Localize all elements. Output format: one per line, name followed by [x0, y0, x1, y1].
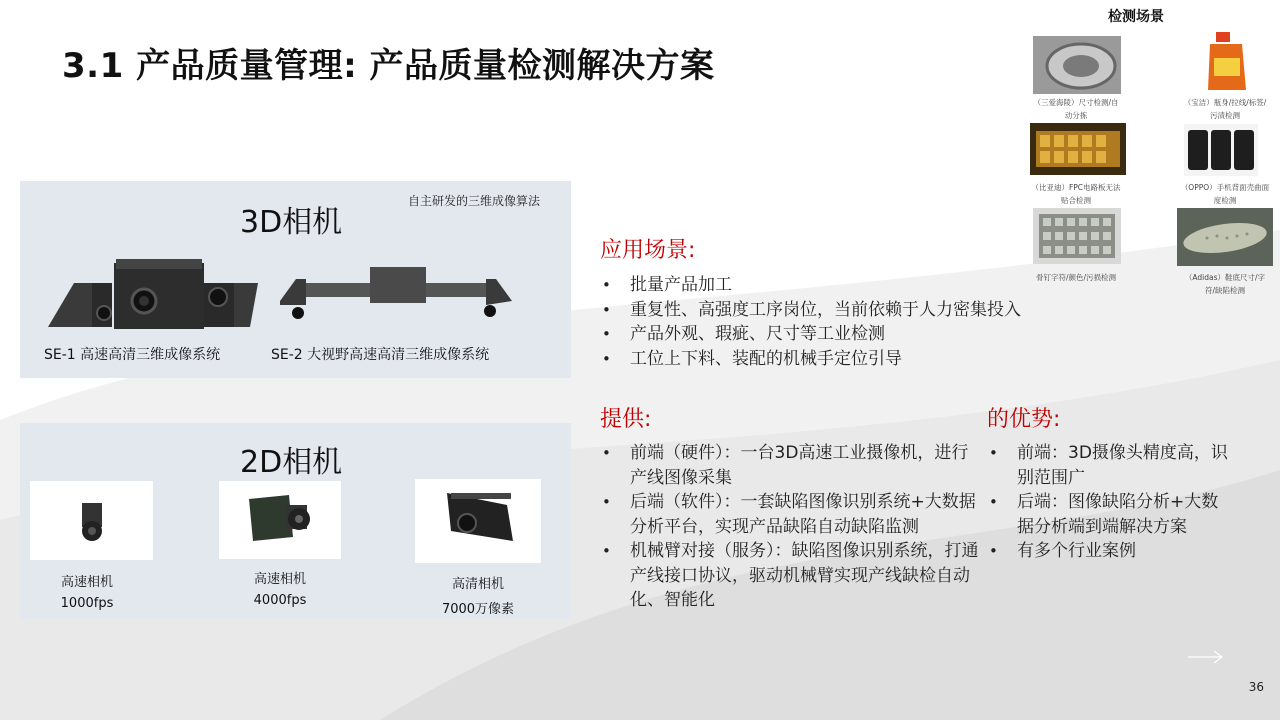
list-item: • 机械臂对接（服务）：缺陷图像识别系统，打通产线接口协议，驱动机械臂实现产线缺检自动化、智能化	[600, 539, 980, 613]
list-item: • 有多个行业案例	[987, 539, 1232, 564]
camera-2d-image-2	[219, 481, 341, 559]
camera-2d-image-3	[415, 479, 541, 563]
scene-image-5	[1033, 208, 1121, 264]
scene-image-4	[1184, 124, 1258, 176]
application-list	[600, 273, 1080, 371]
scene-caption-3: （比亚迪）FPC电路板无法贴合检测	[1031, 183, 1121, 205]
se1-caption: SE-1 高速高清三维成像系统	[44, 347, 221, 363]
page-number: 36	[1248, 680, 1264, 694]
list-item: • 产品外观、瑕疵、尺寸等工业检测	[600, 322, 1080, 347]
offer-heading: 提供:	[600, 407, 652, 432]
list-item: • 批量产品加工	[600, 273, 1080, 298]
camera-3d-heading: 3D相机	[240, 205, 343, 240]
scene-caption-2: （宝洁）瓶身/拉线/标签/污渍检测	[1183, 98, 1267, 120]
camera-2d-3-spec: 7000万像素	[441, 602, 515, 617]
scene-caption-6: （Adidas）鞋底尺寸/字符/缺陷检测	[1184, 273, 1266, 295]
camera-2d-image-1	[30, 481, 153, 560]
scene-caption-4: （OPPO）手机背面壳曲面度检测	[1180, 183, 1270, 205]
camera-2d-3-type: 高清相机	[451, 577, 504, 592]
list-item: • 前端：3D摄像头精度高，识别范围广	[987, 441, 1232, 490]
list-item: • 后端：图像缺陷分析+大数据分析端到端解决方案	[987, 490, 1232, 539]
application-section	[600, 233, 1080, 371]
camera-2d-1-type: 高速相机	[60, 575, 113, 590]
scene-image-6	[1177, 208, 1273, 266]
se1-camera-image	[44, 253, 264, 333]
offer-section	[600, 402, 980, 613]
scene-caption-5: 骨钉字符/颜色/污损检测	[1035, 273, 1117, 282]
application-heading: 应用场景:	[600, 238, 696, 263]
scenes-title: 检测场景	[1108, 9, 1164, 25]
list-item: • 后端（软件）：一套缺陷图像识别系统+大数据分析平台，实现产品缺陷自动缺陷监测	[600, 490, 980, 539]
camera-2d-2-spec: 4000fps	[253, 593, 307, 608]
advantages-heading: 的优势:	[987, 407, 1061, 432]
offer-list	[600, 441, 980, 613]
page-title: 3.1 产品质量管理: 产品质量检测解决方案	[62, 46, 715, 86]
camera-2d-2-type: 高速相机	[253, 572, 306, 587]
camera-2d-panel	[20, 423, 571, 619]
camera-2d-1-spec: 1000fps	[60, 596, 114, 611]
camera-2d-heading: 2D相机	[240, 445, 343, 480]
scene-caption-1: （三爱海陵）尺寸检测/自动分拣	[1033, 98, 1119, 120]
advantages-list	[987, 441, 1232, 564]
list-item: • 前端（硬件）：一台3D高速工业摄像机，进行产线图像采集	[600, 441, 980, 490]
se2-caption: SE-2 大视野高速高清三维成像系统	[271, 347, 490, 363]
camera-3d-panel	[20, 181, 571, 378]
camera-3d-note: 自主研发的三维成像算法	[408, 194, 541, 208]
list-item: • 工位上下料、装配的机械手定位引导	[600, 347, 1080, 372]
scene-image-2	[1202, 30, 1252, 96]
se2-camera-image	[276, 265, 516, 325]
advantages-section	[987, 402, 1232, 564]
list-item: • 重复性、高强度工序岗位，当前依赖于人力密集投入	[600, 298, 1080, 323]
scene-image-1	[1033, 36, 1121, 94]
scene-image-3	[1030, 123, 1126, 175]
